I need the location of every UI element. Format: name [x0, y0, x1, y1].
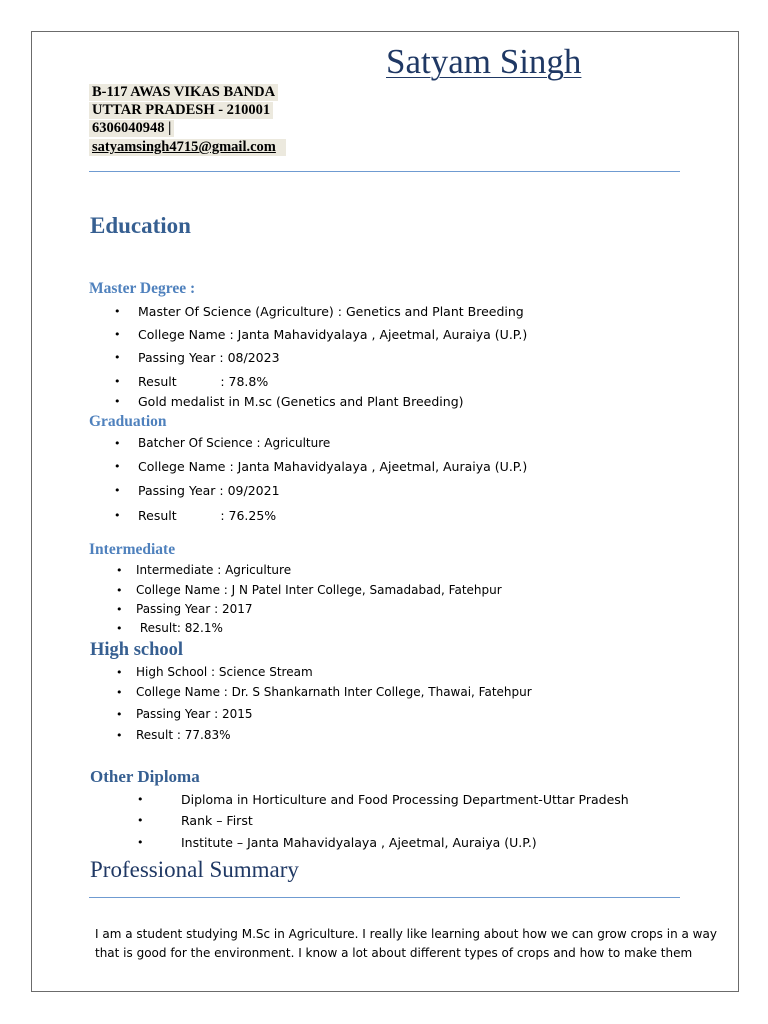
list-item: Result : 77.83% [136, 728, 231, 742]
intermediate-heading: Intermediate [89, 541, 176, 558]
bullet-icon: • [114, 395, 121, 408]
bullet-icon: • [137, 814, 144, 827]
candidate-name: Satyam Singh [386, 42, 582, 81]
list-item: Passing Year : 2017 [136, 602, 253, 616]
bullet-icon: • [116, 584, 123, 597]
list-item: High School : Science Stream [136, 665, 313, 679]
list-item: Result : 76.25% [138, 508, 277, 523]
graduation-heading: Graduation [89, 413, 167, 430]
list-item: Passing Year : 2015 [136, 707, 253, 721]
email-link[interactable]: satyamsingh4715@gmail.com [89, 139, 286, 156]
bullet-icon: • [114, 375, 121, 388]
list-item: College Name : Dr. S Shankarnath Inter College, Thawai, Fatehpur [136, 685, 532, 699]
bullet-icon: • [116, 729, 123, 742]
high-school-heading: High school [90, 640, 184, 660]
address-line-1: B-117 AWAS VIKAS BANDA [89, 84, 278, 101]
bullet-icon: • [116, 622, 123, 635]
list-item: Result : 78.8% [138, 374, 269, 389]
list-item: Intermediate : Agriculture [136, 563, 292, 577]
bullet-icon: • [137, 793, 144, 806]
bullet-icon: • [116, 666, 123, 679]
bullet-icon: • [114, 437, 121, 450]
list-item: Diploma in Horticulture and Food Processing Department-Uttar Pradesh [181, 792, 629, 807]
other-diploma-heading: Other Diploma [90, 767, 200, 786]
list-item: Passing Year : 08/2023 [138, 350, 280, 365]
list-item: Master Of Science (Agriculture) : Genetics and Plant Breeding [138, 304, 524, 319]
bullet-icon: • [114, 328, 121, 341]
list-item: Gold medalist in M.sc (Genetics and Plant Breeding) [138, 394, 464, 409]
address-line-2: UTTAR PRADESH - 210001 [89, 102, 273, 119]
bullet-icon: • [116, 603, 123, 616]
education-heading: Education [90, 213, 191, 238]
list-item: College Name : J N Patel Inter College, Samadabad, Fatehpur [136, 583, 502, 597]
bullet-icon: • [114, 509, 121, 522]
bullet-icon: • [116, 564, 123, 577]
list-item: College Name : Janta Mahavidyalaya , Ajeetmal, Auraiya (U.P.) [138, 459, 528, 474]
list-item: Rank – First [181, 813, 253, 828]
bullet-icon: • [137, 836, 144, 849]
list-item: Passing Year : 09/2021 [138, 483, 280, 498]
summary-line-2: that is good for the environment. I know a lot about different types of crops and how to make them [95, 946, 693, 960]
master-degree-heading: Master Degree : [89, 280, 196, 297]
phone-number: 6306040948 | [89, 120, 174, 137]
bullet-icon: • [114, 484, 121, 497]
bullet-icon: • [114, 351, 121, 364]
header-divider [89, 171, 680, 172]
summary-divider [89, 897, 680, 898]
bullet-icon: • [116, 686, 123, 699]
bullet-icon: • [116, 708, 123, 721]
bullet-icon: • [114, 305, 121, 318]
summary-line-1: I am a student studying M.Sc in Agriculture. I really like learning about how we can grow crops in a way [95, 927, 717, 941]
bullet-icon: • [114, 460, 121, 473]
list-item: Result: 82.1% [136, 621, 223, 635]
list-item: Batcher Of Science : Agriculture [138, 436, 331, 450]
professional-summary-heading: Professional Summary [90, 857, 299, 882]
list-item: College Name : Janta Mahavidyalaya , Ajeetmal, Auraiya (U.P.) [138, 327, 528, 342]
list-item: Institute – Janta Mahavidyalaya , Ajeetmal, Auraiya (U.P.) [181, 835, 537, 850]
